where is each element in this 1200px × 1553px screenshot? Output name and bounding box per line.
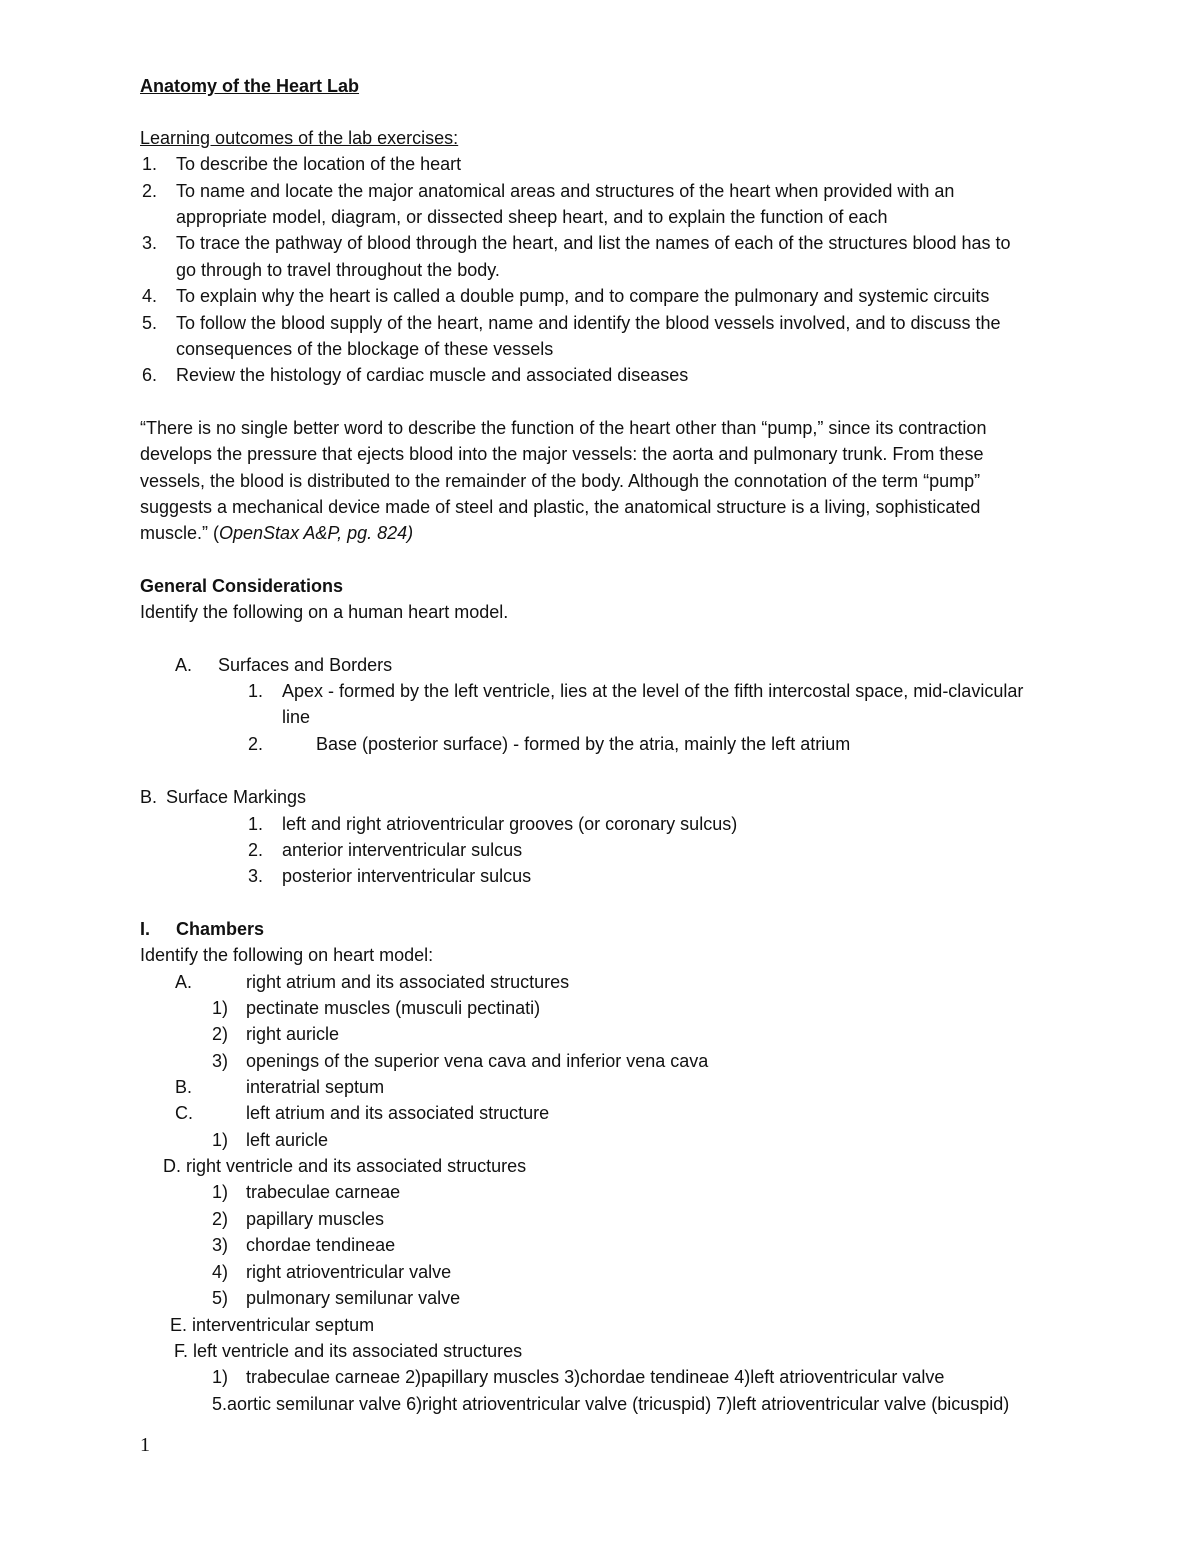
list-item-number: 2. bbox=[142, 181, 158, 201]
section-heading-chambers: Chambers bbox=[176, 919, 265, 939]
list-item: openings of the superior vena cava and inferior vena cava bbox=[246, 1051, 709, 1071]
quote-line: develops the pressure that ejects blood into the major vessels: the aorta and pulmonary trunk. From these bbox=[140, 444, 984, 464]
list-item: Apex - formed by the left ventricle, lies at the level of the fifth intercostal space, mid-clavicular bbox=[282, 681, 1024, 701]
sub-section-letter: A. bbox=[175, 972, 193, 992]
list-item-number: 4. bbox=[142, 286, 158, 306]
list-item-number: 2) bbox=[212, 1209, 229, 1229]
list-item-number: 1) bbox=[212, 1367, 229, 1387]
list-item-number: 5) bbox=[212, 1288, 229, 1308]
list-item-number: 1) bbox=[212, 1182, 229, 1202]
sub-section-letter: B. bbox=[175, 1077, 193, 1097]
list-item: Base (posterior surface) - formed by the atria, mainly the left atrium bbox=[316, 734, 851, 754]
section-intro: Identify the following on heart model: bbox=[140, 945, 434, 965]
list-item-number: 2) bbox=[212, 1024, 229, 1044]
list-item-number: 6. bbox=[142, 365, 158, 385]
list-item: left and right atrioventricular grooves (or coronary sulcus) bbox=[282, 814, 738, 834]
list-item: pectinate muscles (musculi pectinati) bbox=[246, 998, 541, 1018]
list-item: To name and locate the major anatomical areas and structures of the heart when provided with an bbox=[176, 181, 955, 201]
sub-section-letter: C. bbox=[175, 1103, 193, 1123]
list-item: trabeculae carneae 2)papillary muscles 3)chordae tendineae 4)left atrioventricular valve bbox=[246, 1367, 945, 1387]
section-heading-general: General Considerations bbox=[140, 576, 344, 596]
section-intro: Identify the following on a human heart model. bbox=[140, 602, 509, 622]
quote-line: suggests a mechanical device made of steel and plastic, the anatomical structure is a living, sophisticated bbox=[140, 497, 981, 517]
list-item: To trace the pathway of blood through the heart, and list the names of each of the structures blood has to bbox=[176, 233, 1011, 253]
outcomes-heading: Learning outcomes of the lab exercises: bbox=[140, 128, 459, 148]
list-item: To explain why the heart is called a double pump, and to compare the pulmonary and systemic circuits bbox=[176, 286, 990, 306]
list-item-number: 3) bbox=[212, 1235, 229, 1255]
list-item-number: 3. bbox=[248, 866, 264, 886]
list-item: 5.aortic semilunar valve 6)right atrioventricular valve (tricuspid) 7)left atrioventricular valve (bicuspid) bbox=[212, 1394, 1010, 1414]
list-item-number: 4) bbox=[212, 1262, 229, 1282]
list-item: anterior interventricular sulcus bbox=[282, 840, 523, 860]
list-item-continuation: consequences of the blockage of these vessels bbox=[176, 339, 554, 359]
list-item: papillary muscles bbox=[246, 1209, 385, 1229]
quote-line: vessels, the blood is distributed to the remainder of the body. Although the connotation of the term “pump” bbox=[140, 471, 981, 491]
list-item-continuation: line bbox=[282, 707, 311, 727]
list-item-number: 2. bbox=[248, 734, 264, 754]
list-item-number: 1. bbox=[248, 814, 264, 834]
list-item-number: 2. bbox=[248, 840, 264, 860]
list-item: Review the histology of cardiac muscle and associated diseases bbox=[176, 365, 689, 385]
list-item-number: 3. bbox=[142, 233, 158, 253]
list-item-continuation: go through to travel throughout the body. bbox=[176, 260, 500, 280]
list-item-number: 1) bbox=[212, 1130, 229, 1150]
quote-last-line bbox=[140, 522, 413, 544]
list-item-number: 3) bbox=[212, 1051, 229, 1071]
list-item-number: 1. bbox=[248, 681, 264, 701]
list-item: trabeculae carneae bbox=[246, 1182, 401, 1202]
list-item-number: 1. bbox=[142, 154, 158, 174]
list-item-number: 1) bbox=[212, 998, 229, 1018]
quote-line: “There is no single better word to describe the function of the heart other than “pump,” since its contraction bbox=[140, 418, 987, 438]
list-item-continuation: appropriate model, diagram, or dissected sheep heart, and to explain the function of each bbox=[176, 207, 888, 227]
list-item: To follow the blood supply of the heart, name and identify the blood vessels involved, and to discuss the bbox=[176, 313, 1001, 333]
sub-section-label: E. interventricular septum bbox=[170, 1315, 375, 1335]
sub-section-label: F. left ventricle and its associated structures bbox=[174, 1341, 523, 1361]
sub-section-label: left atrium and its associated structure bbox=[246, 1103, 550, 1123]
quote-citation: OpenStax A&P, pg. 824) bbox=[219, 523, 414, 543]
page-title: Anatomy of the Heart Lab bbox=[140, 76, 360, 96]
sub-section-label: interatrial septum bbox=[246, 1077, 385, 1097]
sub-section-letter: B. bbox=[140, 787, 158, 807]
sub-section-letter: A. bbox=[175, 655, 193, 675]
list-item: right atrioventricular valve bbox=[246, 1262, 452, 1282]
quote-line-end: muscle.” ( bbox=[140, 523, 220, 543]
page-number: 1 bbox=[140, 1434, 150, 1456]
list-item: posterior interventricular sulcus bbox=[282, 866, 532, 886]
list-item: left auricle bbox=[246, 1130, 329, 1150]
list-item: chordae tendineae bbox=[246, 1235, 396, 1255]
sub-section-label: Surface Markings bbox=[166, 787, 307, 807]
section-number-roman: I. bbox=[140, 919, 151, 939]
list-item-number: 5. bbox=[142, 313, 158, 333]
list-item: To describe the location of the heart bbox=[176, 154, 462, 174]
sub-section-label: Surfaces and Borders bbox=[218, 655, 393, 675]
list-item: pulmonary semilunar valve bbox=[246, 1288, 461, 1308]
list-item: right auricle bbox=[246, 1024, 340, 1044]
sub-section-label: right atrium and its associated structures bbox=[246, 972, 570, 992]
sub-section-label: D. right ventricle and its associated structures bbox=[163, 1156, 527, 1176]
